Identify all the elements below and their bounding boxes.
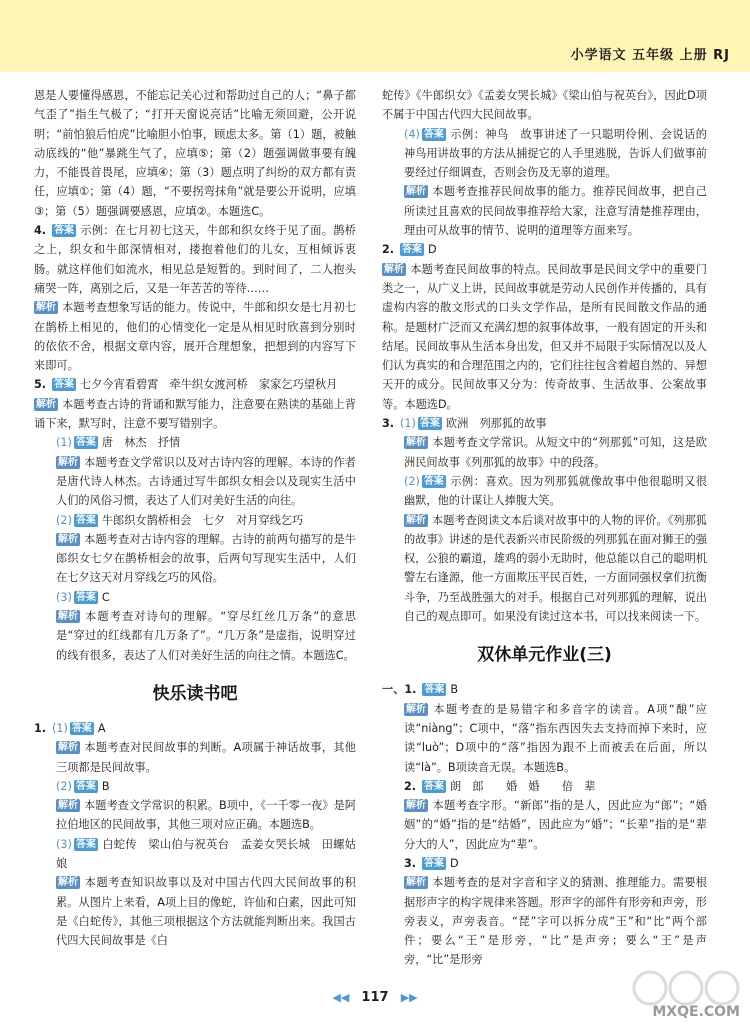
analysis-tag: 解析 (36, 302, 56, 314)
analysis-text: 本题考查的是对字音和字义的猜测、推理能力。需要根据形声字的构字规律来答题。形声字的部件有形旁和声旁，形旁表义，声旁表音。“琵”字可以拆分成“王”和“比”两个部件；要么“王”是形旁，“比”是声旁；要么“王”是声旁，“比”是形旁 (404, 876, 707, 967)
sub-number: (2) (56, 779, 72, 793)
sub-number: (2) (404, 474, 420, 488)
analysis-text: 本题考查文学常识的积累。B项中，《一千零一夜》是阿拉伯地区的民间故事，其他三项对应正确。本题选B。 (56, 799, 356, 832)
answer-tag: 答案 (75, 780, 96, 792)
analysis-text: 本题考查古诗的背诵和默写能力，注意要在熟读的基础上背诵下来，默写时，注意不要写错别字。 (34, 397, 356, 431)
reading-analysis-1-4 (382, 182, 707, 240)
question-number: 2. (382, 243, 395, 257)
analysis-tag: 解析 (58, 742, 78, 754)
analysis-tag: 解析 (406, 437, 426, 449)
weekend-analysis-3 (382, 873, 707, 969)
weekend-question-1 (382, 680, 707, 699)
sub-number: (1) (56, 436, 72, 450)
right-column (382, 86, 707, 970)
weekend-analysis-2 (382, 796, 707, 854)
question-number: 4. (34, 224, 47, 238)
question-number: 5. (34, 378, 47, 392)
answer-text: 唐 林杰 抒情 (101, 436, 181, 450)
reading-subquestion-4 (382, 125, 707, 183)
watermark-text: MXQE.COM (652, 1004, 740, 1020)
reading-analysis-1-3 (34, 873, 356, 950)
section-title-weekend: 双休单元作业(三) (477, 645, 612, 666)
analysis-tag: 解析 (36, 398, 56, 410)
question-number: 1. (34, 721, 47, 735)
answer-tag: 答案 (71, 722, 92, 734)
analysis-text: 本题考查文学常识以及对古诗内容的理解。本诗的作者是唐代诗人林杰。古诗通过写牛郎织女相会以及现实生活中人们的风俗习惯，表达了人们对美好生活的向往。 (56, 455, 356, 508)
analysis-text: 本题考查字形。“新郎”指的是人，因此应为“郎”；“婚姻”的“婚”指的是“结婚”，因此应为“婚”；“长辈”指的是“辈分大的人”，因此应为“辈”。 (404, 799, 707, 851)
question-number: 2. (404, 779, 417, 793)
answer-tag: 答案 (75, 514, 96, 526)
question-number: 3. (404, 856, 417, 870)
analysis-tag: 解析 (406, 186, 426, 198)
answer-tag: 答案 (423, 128, 444, 140)
sub-number: (3) (56, 837, 72, 851)
analysis-tag: 解析 (58, 456, 78, 468)
sub-analysis-1 (34, 453, 356, 511)
analysis-text: 本题考查想象写话的能力。传说中，牛郎和织女是七月初七在鹊桥上相见的，他们的心情变化一定是从相见时欣喜到分别时的依依不舍，根据文章内容，展开合理想象，把想到的内容写下来即可。 (34, 301, 356, 373)
reading-analysis-3-2 (382, 511, 707, 627)
answer-tag: 答案 (54, 225, 75, 237)
weekend-question-2 (382, 777, 707, 796)
reading-subquestion-3-2 (382, 472, 707, 511)
answer-text: 朗 郎 婚 婚 倍 辈 (450, 779, 596, 793)
analysis-tag: 解析 (406, 877, 426, 889)
book-header: 小学语文 五年级 上册 RJ (570, 48, 730, 63)
analysis-tag: 解析 (406, 800, 426, 812)
answer-text: 七夕今宵看碧霄 牵牛织女渡河桥 家家乞巧望秋月 (80, 378, 338, 392)
answer-tag: 答案 (75, 591, 96, 603)
sub-number: (4) (404, 127, 420, 141)
question-4 (34, 221, 356, 298)
answer-tag: 答案 (402, 244, 423, 256)
answer-tag: 答案 (54, 379, 75, 391)
analysis-4 (34, 298, 356, 375)
analysis-tag: 解析 (58, 800, 78, 812)
analysis-text: 本题考查知识故事以及对中国古代四大民间故事的积累。从图片上来看，A项上目的像蛇，许仙和白素，因此可知是《白蛇传》，其他三项根据这个方法就能判断出来。我国古代四大民间故事是《白 (56, 876, 356, 948)
analysis-text: 本题考查文学常识。从短文中的“列那狐”可知，这是欧洲民间故事《列那狐的故事》中的段落。 (404, 436, 707, 469)
page-number: 117 (361, 990, 389, 1005)
reading-question-2 (382, 240, 707, 259)
answer-text: 示例：神鸟 故事讲述了一只聪明伶俐、会说话的神鸟用讲故事的方法从捕捉它的人手里逃脱，告诉人们做事前要经过仔细调查，否则会伤及无辜的道理。 (404, 127, 707, 180)
reading-analysis-3-1 (382, 433, 707, 472)
sub-number: (3) (56, 590, 72, 604)
answer-text: 示例：喜欢。因为列那狐就像故事中他很聪明又很幽默，他的计谋让人捧腹大笑。 (404, 474, 707, 508)
answer-tag: 答案 (424, 857, 445, 869)
question-number: 3. (382, 417, 395, 431)
analysis-tag: 解析 (406, 514, 426, 526)
reading-question-3 (382, 414, 707, 433)
analysis-tag: 解析 (384, 263, 404, 275)
analysis-tag: 解析 (58, 877, 78, 889)
sub-number: (1) (52, 721, 68, 735)
subquestion-3 (34, 588, 356, 607)
answer-text: B (101, 779, 110, 793)
answer-text: A (97, 721, 106, 735)
analysis-text: 本题考查推荐民间故事的能力。推荐民间故事，把自己所读过且喜欢的民间故事推荐给大家，注意写清楚推荐理由，理由可从故事的情节、说明的道理等方面来写。 (404, 185, 707, 238)
reading-question-1 (34, 719, 356, 738)
answer-text: 牛郎织女鹊桥相会 七夕 对月穿线乞巧 (101, 513, 304, 527)
analysis-5 (34, 395, 356, 434)
question-number: 一、1. (382, 683, 417, 697)
section-title-reading: 快乐读书吧 (152, 683, 238, 704)
prev-arrow-icon: ◀◀ (332, 991, 350, 1004)
reading-analysis-1-1 (34, 738, 356, 777)
answer-tag: 答案 (424, 684, 445, 696)
answer-text: D (450, 856, 459, 870)
answer-text: D (428, 243, 437, 257)
answer-tag: 答案 (419, 418, 440, 430)
analysis-text: 本题考查对古诗内容的理解。古诗的前两句描写的是牛郎织女七夕在鹊桥相会的故事，后两句写现实生活中，人们在七夕这天对月穿线乞巧的风俗。 (56, 532, 356, 585)
question-5 (34, 375, 356, 394)
answer-text: 白蛇传 梁山伯与祝英台 孟姜女哭长城 田螺姑娘 (56, 837, 356, 870)
analysis-tag: 解析 (406, 703, 426, 715)
paragraph-continued: 蛇传》《牛郎织女》《孟姜女哭长城》《梁山伯与祝英台》，因此D项不属于中国古代四大民间故事。 (382, 89, 707, 122)
analysis-text: 本题考查对诗句的理解。“穿尽红丝几万条”的意思是“穿过的红线都有几万条了”。“几万条”是虚指，说明穿过的线有很多，表达了人们对美好生活的向往之情。本题选C。 (56, 610, 356, 662)
answer-text: B (450, 683, 459, 697)
answer-text: 示例：在七月初七这天，牛郎和织女终于见了面。鹊桥之上，织女和牛郎深情相对，搂抱着他们的儿女，互相倾诉衷肠。就这样他们如流水，相见总是短暂的。到时间了，二人抱头痛哭一阵，离别之后，又是一年苦苦的等待…… (34, 224, 356, 295)
answer-text: 欧洲 列那狐的故事 (445, 417, 547, 431)
answer-tag: 答案 (424, 780, 445, 792)
answer-tag: 答案 (75, 838, 96, 850)
analysis-text: 本题考查的是易错字和多音字的读音。A项“酿”应读“niàng”；C项中，“落”指东西因失去支持而掉下来时，应读“luò”；D项中的“落”指因为跟不上而被丢在后面，所以读“là”。B项读音无误。本题选B。 (404, 702, 707, 774)
analysis-text: 本题考查阅读文本后谈对故事中的人物的评价。《列那狐的故事》讲述的是代表新兴市民阶级的列那狐在面对狮王的强权，公狼的霸道，雄鸡的弱小无助时，他总能以自己的聪明机警左右逢源，他一方面欺压平民百姓，一方面同强权拿们抗衡斗争，乃至战胜强大的对手。根据自己对列那狐的理解，说出自己的观点即可。如果没有读过这本书，可以找来阅读一下。 (404, 513, 707, 624)
sub-analysis-2 (34, 530, 356, 588)
sub-number: (1) (400, 417, 416, 431)
reading-analysis-2 (382, 260, 707, 414)
reading-subquestion-3 (34, 835, 356, 874)
paragraph-continued: 恩是人要懂得感恩，不能忘记关心过和帮助过自己的人；“鼻子都气歪了”指生气极了；“打开天窗说亮话”比喻无须回避，公开说明；“前怕狼后怕虎”比喻胆小怕事，顾虑太多。第（1）题，被触动底线的“他”暴跳生气了，应填⑤；第（2）题强调做事要有魄力，不能畏首畏尾，应填④；第（3）题点明了纠纷的双方都有责任，应填①；第（4）题，“不要拐弯抹角”就是要公开说明，应填③；第（5）题强调要感恩，应填②。本题选C。 (34, 89, 356, 218)
weekend-question-3 (382, 854, 707, 873)
reading-subquestion-2 (34, 777, 356, 796)
subquestion-2 (34, 511, 356, 530)
answer-tag: 答案 (423, 475, 444, 487)
sub-analysis-3 (34, 607, 356, 665)
reading-analysis-1-2 (34, 796, 356, 835)
analysis-text: 本题考查民间故事的特点。民间故事是民间文学中的重要门类之一，从广义上讲，民间故事就是劳动人民创作并传播的，具有虚构内容的散文形式的口头文学作品，是所有民间散文作品的通称。是题材广泛而又充满幻想的叙事体故事，一般有固定的开头和结尾。民间故事从生活本身出发，但又并不局限于实际情况以及人们认为真实的和合理范围之内的，它们往往包含着超自然的、异想天开的成分。民间故事又分为：传奇故事、生活故事、公案故事等。本题选D。 (382, 262, 707, 411)
analysis-text: 本题考查对民间故事的判断。A项属于神话故事，其他三项都是民间故事。 (56, 741, 356, 774)
analysis-tag: 解析 (58, 611, 78, 623)
next-arrow-icon: ▶▶ (400, 991, 418, 1004)
answer-text: C (101, 590, 110, 604)
analysis-tag: 解析 (58, 533, 78, 545)
left-column (34, 86, 356, 950)
subquestion-1 (34, 433, 356, 452)
sub-number: (2) (56, 513, 72, 527)
weekend-analysis-1 (382, 700, 707, 777)
answer-tag: 答案 (75, 437, 96, 449)
